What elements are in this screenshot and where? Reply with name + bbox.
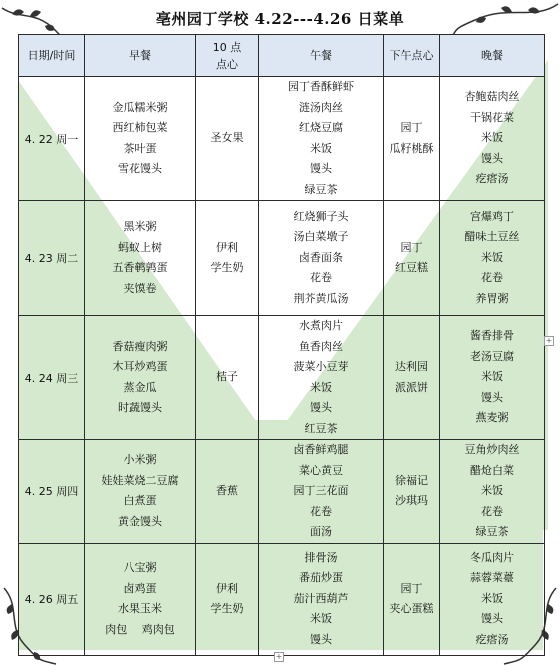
breakfast-cell bbox=[85, 201, 196, 316]
menu-item: 米饭 bbox=[481, 484, 503, 497]
menu-item: 花卷 bbox=[481, 504, 503, 518]
table-row bbox=[19, 440, 545, 544]
menu-item: 派派饼 bbox=[395, 380, 428, 394]
menu-item: 八宝粥 bbox=[123, 561, 157, 574]
date-cell: 4. 22 周一 bbox=[19, 77, 85, 201]
menu-item: 红烧狮子头 bbox=[293, 209, 349, 223]
dinner-cell bbox=[440, 316, 545, 440]
menu-item: 米饭 bbox=[310, 380, 332, 394]
menu-item: 瓜籽桃酥 bbox=[389, 141, 434, 155]
menu-item: 米饭 bbox=[481, 370, 503, 384]
snack-am-cell bbox=[196, 77, 259, 201]
menu-item: 鱼香肉丝 bbox=[299, 339, 343, 353]
menu-item: 菜心黄豆 bbox=[299, 463, 343, 477]
snack-pm-cell bbox=[384, 316, 440, 440]
menu-item: 木耳炒鸡蛋 bbox=[112, 360, 168, 373]
menu-item: 番茄炒蛋 bbox=[299, 571, 343, 585]
header-lunch: 午餐 bbox=[259, 35, 384, 77]
menu-item: 园丁 bbox=[400, 581, 423, 595]
menu-item: 茶叶蛋 bbox=[123, 141, 157, 155]
menu-item: 蒜蓉菜薹 bbox=[470, 571, 514, 585]
menu-item: 醋味土豆丝 bbox=[464, 230, 520, 244]
menu-item: 米饭 bbox=[481, 131, 503, 145]
snack-am-cell bbox=[196, 201, 259, 316]
header-breakfast: 早餐 bbox=[85, 35, 196, 77]
date-cell: 4. 24 周三 bbox=[19, 316, 85, 440]
snack-am-cell bbox=[196, 543, 259, 655]
menu-item: 学生奶 bbox=[210, 602, 244, 615]
menu-item: 馒头 bbox=[481, 151, 503, 165]
menu-item: 燕麦粥 bbox=[475, 411, 509, 425]
menu-item: 五香鹌鹑蛋 bbox=[112, 261, 168, 274]
menu-item: 小米粥 bbox=[123, 453, 157, 467]
menu-item: 夹馍卷 bbox=[123, 281, 157, 295]
menu-item: 馒头 bbox=[481, 390, 503, 404]
menu-table bbox=[18, 34, 545, 656]
date-cell: 4. 23 周二 bbox=[19, 201, 85, 316]
header-morning-snack-line2: 点心 bbox=[216, 57, 238, 71]
table-row bbox=[19, 201, 545, 316]
menu-item: 干锅花菜 bbox=[470, 110, 514, 124]
menu-item: 卤鸡蛋 bbox=[123, 581, 157, 595]
dinner-cell bbox=[440, 201, 545, 316]
menu-item: 西红柿包菜 bbox=[112, 121, 168, 134]
menu-item: 荆芥黄瓜汤 bbox=[293, 291, 349, 305]
breakfast-cell bbox=[85, 316, 196, 440]
menu-item: 米饭 bbox=[481, 591, 503, 605]
breakfast-cell bbox=[85, 543, 196, 655]
menu-item: 园丁香酥鲜虾 bbox=[288, 80, 354, 93]
lunch-cell bbox=[259, 543, 384, 655]
breakfast-cell bbox=[85, 77, 196, 201]
header-morning-snack-line1: 10 点 bbox=[212, 40, 242, 54]
menu-item: 红豆糕 bbox=[395, 261, 428, 274]
menu-item: 米饭 bbox=[310, 612, 332, 626]
menu-item: 黑米粥 bbox=[123, 220, 157, 233]
snack-am-cell bbox=[196, 440, 259, 544]
dinner-cell bbox=[440, 77, 545, 201]
header-dinner: 晚餐 bbox=[440, 35, 545, 77]
menu-item: 黄金馒头 bbox=[118, 514, 162, 528]
menu-item: 排骨汤 bbox=[304, 550, 338, 564]
menu-item: 馒头 bbox=[310, 162, 332, 175]
breakfast-cell bbox=[85, 440, 196, 544]
menu-item: 冬瓜肉片 bbox=[470, 550, 514, 564]
menu-item: 酱香排骨 bbox=[470, 329, 514, 343]
menu-item: 时蔬馒头 bbox=[118, 401, 162, 414]
menu-item: 夹心蛋糕 bbox=[389, 602, 434, 615]
menu-item: 红豆茶 bbox=[304, 421, 338, 435]
menu-item: 米饭 bbox=[481, 250, 503, 264]
menu-item: 养胃粥 bbox=[475, 291, 509, 305]
menu-item: 伊利 bbox=[216, 581, 238, 595]
menu-item: 老汤豆腐 bbox=[470, 349, 514, 363]
lunch-cell bbox=[259, 316, 384, 440]
menu-item: 红烧豆腐 bbox=[299, 121, 343, 134]
menu-item: 学生奶 bbox=[210, 261, 244, 274]
menu-item: 白煮蛋 bbox=[123, 494, 157, 508]
menu-item: 香菇瘦肉粥 bbox=[112, 339, 168, 353]
menu-item: 疙瘩汤 bbox=[475, 632, 509, 646]
dinner-cell bbox=[440, 543, 545, 655]
menu-item: 达利园 bbox=[395, 360, 428, 373]
header-morning-snack bbox=[196, 35, 259, 77]
menu-item: 馒头 bbox=[310, 632, 332, 646]
menu-item: 馒头 bbox=[310, 401, 332, 414]
menu-item: 肉包 鸡肉包 bbox=[105, 622, 175, 636]
table-row bbox=[19, 77, 545, 201]
snack-pm-cell bbox=[384, 440, 440, 544]
lunch-cell bbox=[259, 201, 384, 316]
snack-am-cell bbox=[196, 316, 259, 440]
header-date: 日期/时间 bbox=[19, 35, 85, 77]
menu-item: 菠菜小豆芽 bbox=[293, 360, 349, 373]
menu-item: 花卷 bbox=[310, 271, 332, 285]
menu-item: 香蕉 bbox=[216, 484, 238, 497]
table-header-row bbox=[19, 35, 545, 77]
snack-pm-cell bbox=[384, 543, 440, 655]
header-afternoon-snack: 下午点心 bbox=[384, 35, 440, 77]
date-cell: 4. 25 周四 bbox=[19, 440, 85, 544]
menu-item: 桔子 bbox=[216, 370, 238, 384]
menu-item: 面汤 bbox=[310, 525, 332, 538]
snack-pm-cell bbox=[384, 77, 440, 201]
menu-item: 茄汁西葫芦 bbox=[293, 591, 349, 605]
menu-item: 卤香鲜鸡腿 bbox=[293, 443, 349, 456]
dinner-cell bbox=[440, 440, 545, 544]
menu-item: 园丁 bbox=[400, 240, 423, 254]
menu-item: 蚂蚁上树 bbox=[118, 240, 162, 254]
table-row bbox=[19, 543, 545, 655]
menu-item: 米饭 bbox=[310, 141, 332, 155]
menu-item: 园丁三花面 bbox=[293, 484, 349, 497]
menu-item: 宫爆鸡丁 bbox=[470, 209, 514, 223]
menu-item: 绿豆茶 bbox=[304, 182, 338, 196]
menu-item: 醋炝白菜 bbox=[470, 463, 514, 477]
menu-item: 绿豆茶 bbox=[475, 525, 509, 538]
snack-pm-cell bbox=[384, 201, 440, 316]
menu-item: 伊利 bbox=[216, 240, 238, 254]
menu-item: 水果玉米 bbox=[118, 602, 162, 615]
menu-item: 汤白菜墩子 bbox=[293, 230, 349, 244]
menu-item: 圣女果 bbox=[210, 131, 244, 145]
menu-item: 馒头 bbox=[481, 612, 503, 626]
menu-item: 豆角炒肉丝 bbox=[464, 443, 520, 456]
expand-marker-bottom-icon[interactable]: + bbox=[275, 652, 283, 661]
menu-item: 园丁 bbox=[400, 121, 423, 134]
menu-item: 蒸金瓜 bbox=[123, 380, 157, 394]
menu-item: 徐福记 bbox=[395, 473, 428, 487]
table-row bbox=[19, 316, 545, 440]
lunch-cell bbox=[259, 77, 384, 201]
menu-item: 娃娃菜烧二豆腐 bbox=[101, 473, 179, 487]
menu-item: 疙瘩汤 bbox=[475, 172, 509, 186]
menu-item: 水煮肉片 bbox=[299, 319, 343, 332]
menu-item: 花卷 bbox=[481, 271, 503, 285]
menu-item: 卤香面条 bbox=[299, 250, 343, 264]
menu-item: 金瓜糯米粥 bbox=[112, 100, 168, 114]
date-cell: 4. 26 周五 bbox=[19, 543, 85, 655]
menu-item: 杏鲍菇肉丝 bbox=[464, 90, 520, 104]
menu-item: 沙琪玛 bbox=[395, 494, 428, 508]
menu-item: 涟汤肉丝 bbox=[299, 100, 343, 114]
expand-marker-right-icon[interactable]: + bbox=[545, 336, 553, 345]
menu-item: 花卷 bbox=[310, 504, 332, 518]
page-title: 亳州园丁学校 4.22---4.26 日菜单 bbox=[155, 10, 405, 28]
menu-item: 雪花馒头 bbox=[118, 162, 162, 175]
lunch-cell bbox=[259, 440, 384, 544]
